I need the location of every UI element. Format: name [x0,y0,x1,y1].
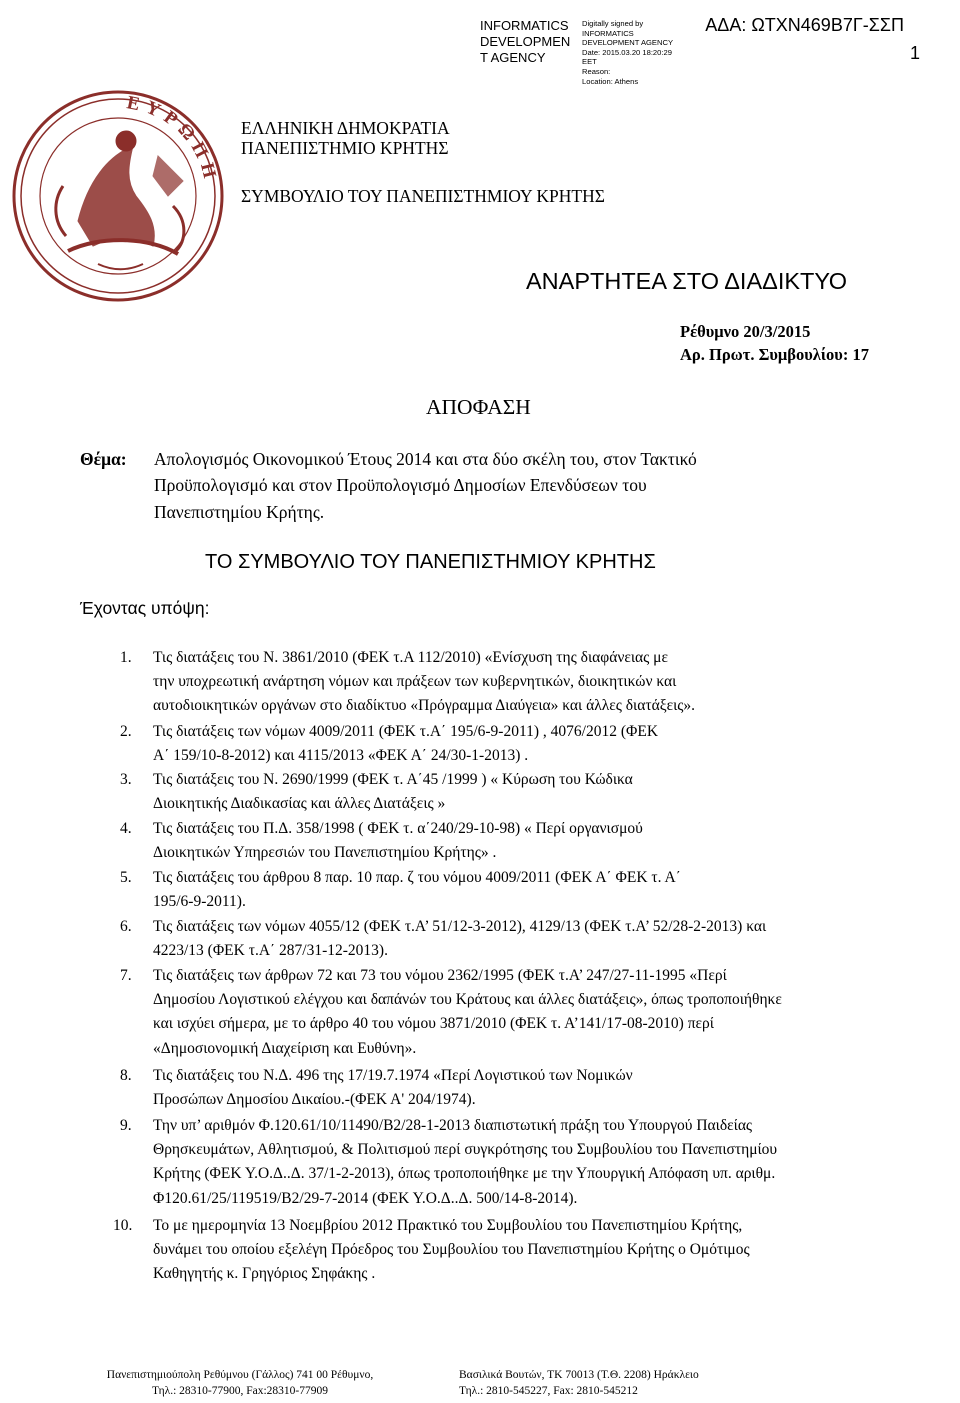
item-number: 3. [120,771,132,788]
item-number: 2. [120,723,132,740]
signature-name-line: INFORMATICS [480,18,569,33]
item-line: Κρήτης (ΦΕΚ Υ.Ο.Δ..Δ. 37/1-2-2013), όπως τροποποιήθηκε με την Υπουργική Απόφαση υπ. αριθμ. [153,1165,776,1183]
footer-line: Πανεπιστημιούπολη Ρεθύμνου (Γάλλος) 741 00 Ρέθυμνο, [106,1369,374,1381]
item-line: Το με ημερομηνία 13 Νοεμβρίου 2012 Πρακτικό του Συμβουλίου του Πανεπιστημίου Κρήτης, [153,1217,743,1234]
item-line: Τις διατάξεις του άρθρου 8 παρ. 10 παρ. ζ του νόμου 4009/2011 (ΦΕΚ Α΄ ΦΕΚ τ. Α΄ [153,869,681,886]
item-line: δυνάμει του οποίου εξελέγη Πρόεδρος του Συμβουλίου του Πανεπιστημίου Κρήτης ο Ομότιμος [153,1241,750,1259]
item-line: Προσώπων Δημοσίου Δικαίου.-(ΦΕΚ Α' 204/1974). [153,1091,476,1109]
item-line: Τις διατάξεις των νόμων 4009/2011 (ΦΕΚ τ.Α΄ 195/6-9-2011) , 4076/2012 (ΦΕΚ [153,723,659,740]
item-line: 4223/13 (ΦΕΚ τ.Α΄ 287/31-12-2013). [153,942,388,960]
item-number: 1. [120,649,132,666]
signature-detail-line: Reason: [582,66,611,76]
item-line: Τις διατάξεις των άρθρων 72 και 73 του νόμου 2362/1995 (ΦΕΚ τ.Α’ 247/27-11-1995 «Περί [153,967,727,984]
signature-detail-line: INFORMATICS [582,28,634,38]
item-line: Διοικητικών Υπηρεσιών του Πανεπιστημίου Κρήτης» . [153,844,497,862]
signature-detail-line: Digitally signed by [582,19,644,28]
subject-line: Απολογισμός Οικονομικού Έτους 2014 και στα δύο σκέλη του, στον Τακτικό [154,449,697,469]
signature-name [480,18,580,66]
item-number: 7. [120,967,132,984]
item-number: 10. [113,1217,133,1234]
signature-details [582,19,673,86]
subject-line: Πανεπιστημίου Κρήτης. [154,502,325,522]
item-line: Τις διατάξεις των νόμων 4055/12 (ΦΕΚ τ.Α’ 51/12-3-2012), 4129/13 (ΦΕΚ τ.Α’ 52/28-2-2013) και [153,918,767,935]
svg-text:ΕΥΡΩΠΗ: ΕΥΡΩΠΗ [125,92,222,186]
council-heading: ΤΟ ΣΥΜΒΟΥΛΙΟ ΤΟΥ ΠΑΝΕΠΙΣΤΗΜΙΟΥ ΚΡΗΤΗΣ [205,551,656,573]
item-line: την υποχρεωτική ανάρτηση νόμων και πράξεων των κυβερνητικών, διοικητικών και [153,673,677,691]
header-line-republic: ΕΛΛΗΝΙΚΗ ΔΗΜΟΚΡΑΤΙΑ [241,118,450,138]
university-seal-icon [8,86,228,306]
protocol-number: Αρ. Πρωτ. Συμβουλίου: 17 [680,345,869,364]
item-number: 5. [120,869,132,886]
signature-detail-line: DEVELOPMENT AGENCY [582,38,674,48]
header-line-university: ΠΑΝΕΠΙΣΤΗΜΙΟ ΚΡΗΤΗΣ [241,138,449,158]
ada-code: ΑΔΑ: ΩΤΧΝ469Β7Γ-ΣΣΠ [705,15,904,35]
signature-name-line: DEVELOPMEN [480,34,571,49]
considering-label: Έχοντας υπόψη: [80,598,210,618]
item-line: Τις διατάξεις του Π.Δ. 358/1998 ( ΦΕΚ τ. α΄240/29-10-98) « Περί οργανισμού [153,820,643,837]
subject-label: Θέμα: [80,449,127,469]
footer-rethymno-address [0,1367,480,1399]
footer-heraklion-address [459,1367,699,1399]
signature-name-line: T AGENCY [480,50,546,65]
item-number: 9. [120,1117,132,1134]
footer-line: Βασιλικά Βουτών, ΤΚ 70013 (Τ.Θ. 2208) Ηράκλειο [459,1369,699,1381]
item-line: Δημοσίου Λογιστικού ελέγχου και δαπάνών του Κράτους και άλλες διατάξεις», όπως τροποποιήθηκε [153,991,782,1009]
signature-detail-line: EET [582,57,597,67]
item-line: και ισχύει σήμερα, με το άρθρο 40 του νόμου 3871/2010 (ΦΕΚ τ. Α’141/17-08-2010) περί [153,1015,714,1033]
item-line: αυτοδιοικητικών οργάνων στο διαδίκτυο «Πρόγραμμα Διαύγεια» και άλλες διατάξεις». [153,697,696,715]
header-line-council: ΣΥΜΒΟΥΛΙΟ ΤΟΥ ΠΑΝΕΠΙΣΤΗΜΙΟΥ ΚΡΗΤΗΣ [241,186,605,206]
item-line: 195/6-9-2011). [153,893,246,911]
item-number: 8. [120,1067,132,1084]
signature-detail-line: Date: 2015.03.20 18:20:29 [582,47,672,57]
decision-title: ΑΠΟΦΑΣΗ [426,395,531,419]
item-line: Καθηγητής κ. Γρηγόριος Σηφάκης . [153,1265,376,1283]
footer-line: Τηλ.: 28310-77900, Fax:28310-77909 [152,1385,328,1397]
page-number: 1 [909,43,920,63]
item-number: 6. [120,918,132,935]
item-line: Α΄ 159/10-8-2012) και 4115/2013 «ΦΕΚ Α΄ 24/30-1-2013) . [153,747,529,765]
item-line: Την υπ’ αριθμόν Φ.120.61/10/11490/Β2/28-1-2013 διαπιστωτική πράξη του Υπουργού Παιδείας [153,1117,753,1134]
item-line: «Δημοσιονομική Διαχείριση και Ευθύνη». [153,1039,417,1057]
item-line: Θρησκευμάτων, Αθλητισμού, & Πολιτισμού περί συγκρότησης του Συμβουλίου του Πανεπιστημίου [153,1141,778,1159]
publish-note: ΑΝΑΡΤΗΤΕΑ ΣΤΟ ΔΙΑΔΙΚΤΥΟ [526,268,848,294]
item-line: Τις διατάξεις του Ν. 3861/2010 (ΦΕΚ τ.Α 112/2010) «Ενίσχυση της διαφάνειας με [153,649,668,666]
item-line: Τις διατάξεις του Ν. 2690/1999 (ΦΕΚ τ. Α΄45 /1999 ) « Κύρωση του Κώδικα [153,771,633,788]
footer-line: Τηλ.: 2810-545227, Fax: 2810-545212 [459,1385,638,1397]
item-line: Διοικητικής Διαδικασίας και άλλες Διατάξεις » [153,795,446,813]
item-number: 4. [120,820,132,837]
item-line: Τις διατάξεις του Ν.Δ. 496 της 17/19.7.1974 «Περί Λογιστικού των Νομικών [153,1067,633,1084]
document-date: Ρέθυμνο 20/3/2015 [680,322,811,341]
subject-line: Προϋπολογισμό και στον Προϋπολογισμό Δημοσίων Επενδύσεων του [154,475,647,495]
signature-detail-line: Location: Athens [582,76,639,86]
item-line: Φ120.61/25/119519/Β2/29-7-2014 (ΦΕΚ Υ.Ο.Δ..Δ. 500/14-8-2014). [153,1189,578,1207]
